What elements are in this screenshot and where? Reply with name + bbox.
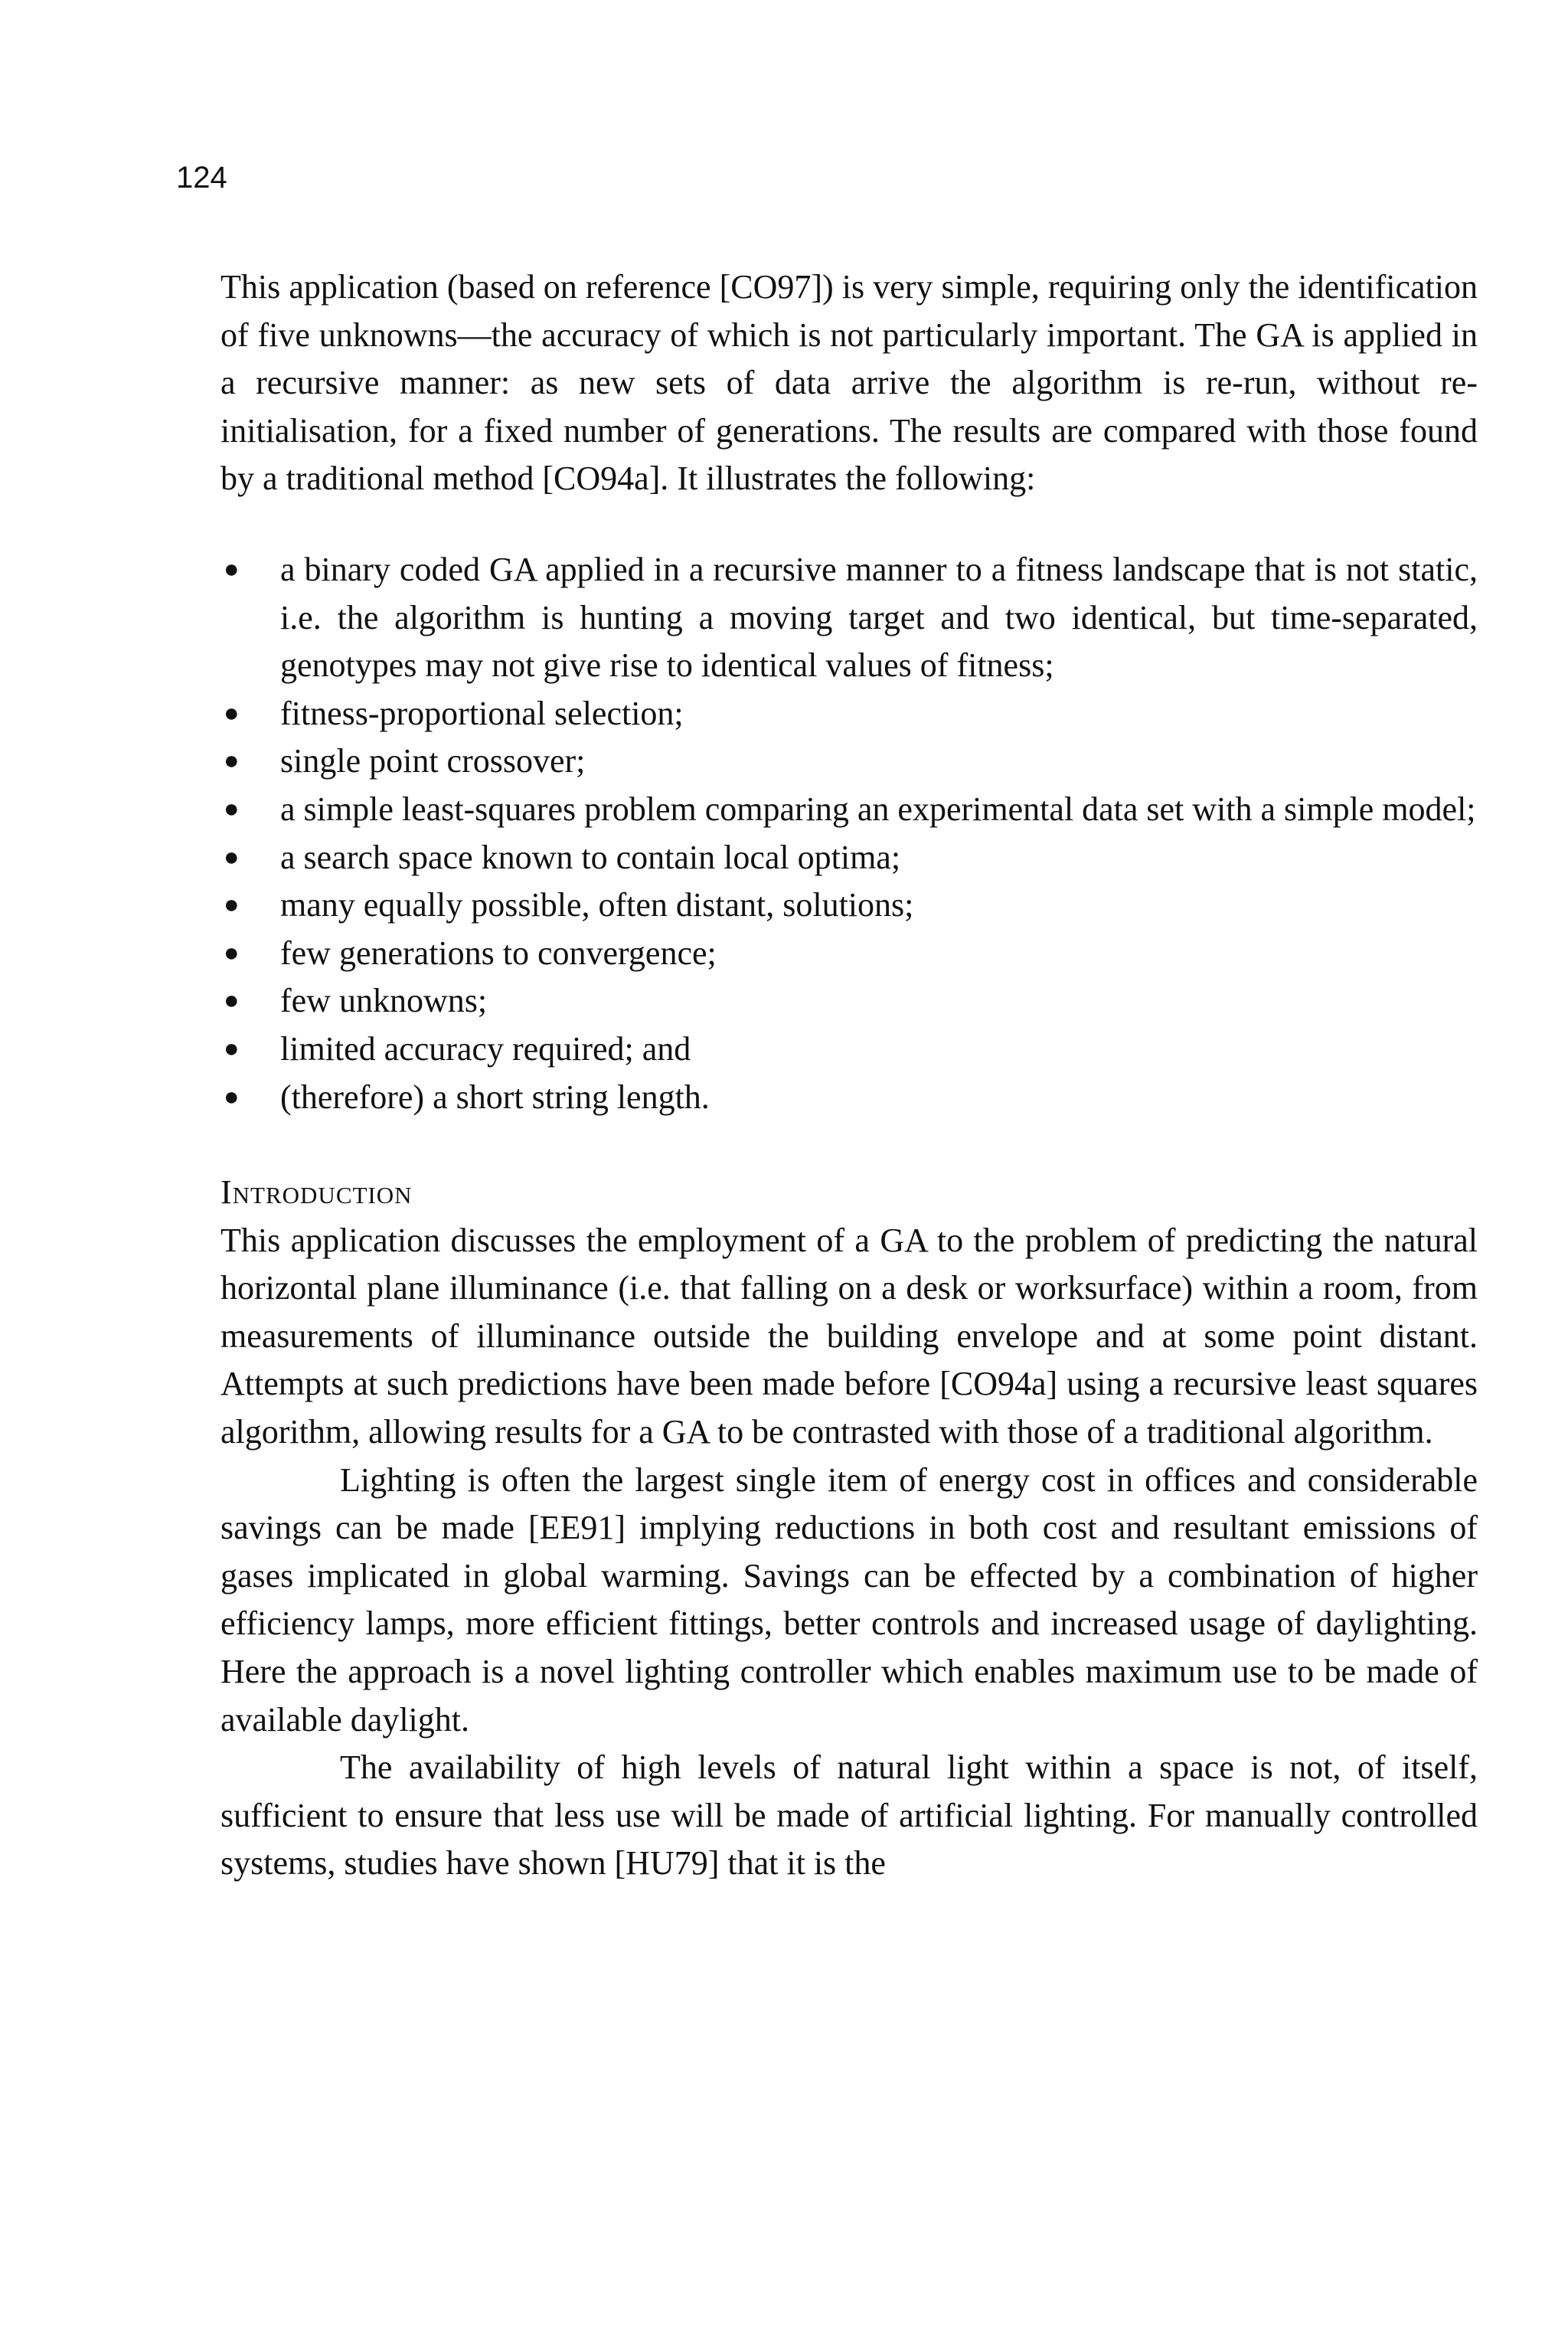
list-item <box>220 546 1478 690</box>
list-item-text: single point crossover; <box>280 742 586 780</box>
list-item-text: many equally possible, often distant, solutions; <box>280 886 914 924</box>
bullet-icon: ● <box>224 986 240 1016</box>
bullet-icon: ● <box>224 1082 240 1111</box>
list-item <box>220 882 1478 930</box>
list-item <box>220 738 1478 786</box>
list-item <box>220 1025 1478 1074</box>
section-paragraph: The availability of high levels of natural light within a space is not, of itself, sufficient to ensure that less use will be made of artificial lighting. For manually controlled systems, studies have shown [HU79] that it is the <box>220 1748 1478 1882</box>
intro-paragraph: This application (based on reference [CO97]) is very simple, requiring only the identification of five unknowns—the accuracy of which is not particularly important. The GA is applied in a recursive manner: as new sets of data arrive the algorithm is re-run, without re-initialisation, for a fixed number of generations. The results are compared with those found by a traditional method [CO94a]. It illustrates the following: <box>220 268 1478 498</box>
page-number: 124 <box>176 161 227 195</box>
section-heading: Introduction <box>220 1173 413 1212</box>
bullet-icon: ● <box>224 842 240 872</box>
list-item-text: a search space known to contain local optima; <box>280 838 901 876</box>
list-item-text: few generations to convergence; <box>280 934 717 972</box>
feature-list <box>220 546 1478 1121</box>
list-item <box>220 690 1478 738</box>
bullet-icon: ● <box>224 747 240 776</box>
list-item-text: (therefore) a short string length. <box>280 1078 710 1116</box>
list-item-text: a simple least-squares problem comparing an experimental data set with a simple model; <box>280 790 1476 828</box>
section-paragraph: This application discusses the employment of a GA to the problem of predicting the natural horizontal plane illuminance (i.e. that falling on a desk or worksurface) within a room, from measurements of illuminance outside the building envelope and at some point distant. Attempts at such predictions have been made before [CO94a] using a recursive least squares algorithm, allowing results for a GA to be contrasted with those of a traditional algorithm. <box>220 1221 1478 1451</box>
bullet-icon: ● <box>224 1034 240 1063</box>
list-item-text: few unknowns; <box>280 982 488 1020</box>
bullet-icon: ● <box>224 554 240 584</box>
list-item <box>220 930 1478 978</box>
bullet-icon: ● <box>224 891 240 920</box>
list-item-text: limited accuracy required; and <box>280 1029 691 1068</box>
list-item-text: a binary coded GA applied in a recursive manner to a fitness landscape that is not static, i.e. the algorithm is hunting a moving target and two identical, but time-separated, genotypes may not give rise to identical values of fitness; <box>280 550 1478 685</box>
list-item <box>220 834 1478 882</box>
bullet-icon: ● <box>224 794 240 823</box>
list-item <box>220 977 1478 1025</box>
bullet-icon: ● <box>224 698 240 728</box>
list-item <box>220 786 1478 834</box>
list-item-text: fitness-proportional selection; <box>280 694 684 732</box>
bullet-icon: ● <box>224 938 240 967</box>
section-paragraph: Lighting is often the largest single item of energy cost in offices and considerable savings can be made [EE91] implying reductions in both cost and resultant emissions of gases implicated in global warming. Savings can be effected by a combination of higher efficiency lamps, more efficient fittings, better controls and increased usage of daylighting. Here the approach is a novel lighting controller which enables maximum use to be made of available daylight. <box>220 1461 1478 1739</box>
page-body <box>220 263 1478 1888</box>
list-item <box>220 1074 1478 1122</box>
